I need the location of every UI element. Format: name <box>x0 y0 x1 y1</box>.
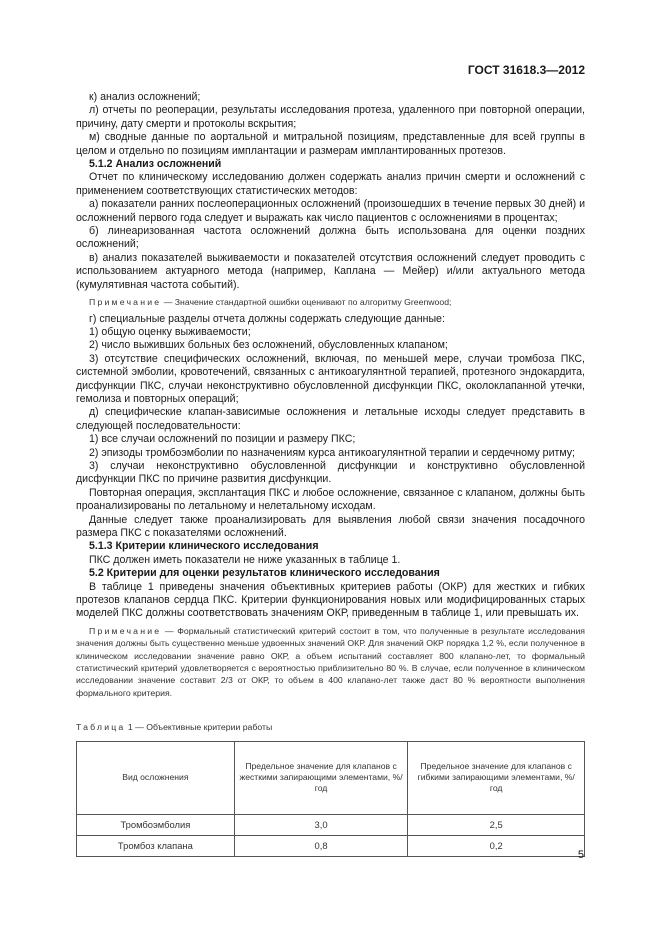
paragraph: ПКС должен иметь показатели не ниже указанных в таблице 1. <box>89 553 401 566</box>
document-header: ГОСТ 31618.3—2012 <box>467 63 585 77</box>
header-complication-type: Вид осложнения <box>77 741 235 814</box>
table-row <box>77 835 585 856</box>
table-cell: 3,0 <box>234 814 408 835</box>
list-item-g: г) специальные разделы отчета должны содержать следующие данные: <box>89 312 445 325</box>
list-item-m: м) сводные данные по аортальной и митральной позициям, представленные для всей группы в целом и отдельно по позициям имплантации и размерам имплантированных протезов. <box>76 131 585 157</box>
header-rigid-limit: Предельное значение для клапанов с жесткими запирающими элементами, %/год <box>234 741 408 814</box>
section-heading-5-1-3: 5.1.3 Критерии клинического исследования <box>89 540 319 553</box>
paragraph: Отчет по клиническому исследованию должен содержать анализ причин смерти и осложнений с применением соответствующих статистических методов: <box>76 171 585 197</box>
section-heading-5-1-2: 5.1.2 Анализ осложнений <box>89 158 222 171</box>
page-number: 5 <box>577 849 584 861</box>
note-label: Примечание <box>89 297 162 308</box>
table-cell: Тромбоэмболия <box>77 814 235 835</box>
sub-item-3: 3) случаи неконструктивно обусловленной дисфункции и конструктивно обусловленной дисфункции ПКС по причине развития дисфункции. <box>76 459 585 486</box>
sub-item-2: 2) эпизоды тромбоэмболии по назначениям курса антикоагулянтной терапии и сердечному ритму; <box>89 446 575 459</box>
sub-item-1: 1) общую оценку выживаемости; <box>89 325 251 338</box>
note-text: — Формальный статистический критерий состоит в том, что полученные в результате исследования значения должны быть существенно меньше удвоенных значений ОКР. Для значений ОКР порядка 1,2 %, если полученное в клиническом исследовании значение равно ОКР, а объем испытаний составляет 800 клапано-лет, то формальный статистический критерий удовлетворяется с вероятностью приблизительно 80 %. В случае, если полученное в клиническом исследовании значение составит 2/3 от ОКР, то объем в 400 клапано-лет также даст 80 % вероятности выполнения формального критерия. <box>76 625 585 698</box>
table-cell: 0,8 <box>234 835 408 856</box>
list-item-v: в) анализ показателей выживаемости и показателей отсутствия осложнений следует проводить с использованием актуарного метода (например, Каплана — Мейер) и/или актуального метода (кумулятивная частота событий). <box>76 251 585 291</box>
list-item-k: к) анализ осложнений; <box>89 91 201 103</box>
sub-item-2: 2) число выживших больных без осложнений, обусловленных клапаном; <box>89 339 448 352</box>
header-flexible-limit: Предельное значение для клапанов с гибкими запирающими элементами, %/год <box>408 741 585 814</box>
table-cell: Тромбоз клапана <box>77 835 235 856</box>
paragraph: В таблице 1 приведены значения объективных критериев работы (ОКР) для жестких и гибких протезов клапанов сердца ПКС. Критерии функционирования новых или модифицированных старых моделей ПКС должны соответствовать значениям ОКР, приведенным в таблице 1, или превышать их. <box>76 580 585 620</box>
table-caption-label: Таблица <box>76 722 126 733</box>
criteria-table <box>76 741 585 857</box>
list-item-d: д) специфические клапан-зависимые осложнения и летальные исходы следует представить в следующей последовательности: <box>76 406 585 432</box>
note-2 <box>76 625 585 699</box>
note-1 <box>76 296 585 308</box>
table-row <box>77 814 585 835</box>
table-cell: 2,5 <box>408 814 585 835</box>
table-header-row <box>77 741 585 814</box>
section-heading-5-2: 5.2 Критерии для оценки результатов клинического исследования <box>89 567 440 580</box>
table-caption <box>76 721 585 734</box>
note-text: — Значение стандартной ошибки оценивают по алгоритму Greenwood; <box>161 297 452 308</box>
list-item-b: б) линеаризованная частота осложнений должна быть использована для оценки поздних осложнений; <box>76 225 585 251</box>
note-label: Примечание <box>89 625 162 636</box>
page-content <box>76 91 585 857</box>
paragraph: Данные следует также проанализировать для выявления любой связи значения посадочного размера ПКС с показателями осложнений. <box>76 513 585 539</box>
sub-item-3: 3) отсутствие специфических осложнений, включая, по меньшей мере, случаи тромбоза ПКС, системной эмболии, кровотечений, связанных с антикоагулянтной терапией, протезного эндокардита, дисфункции ПКС, случаи неконструктивно обусловленной дисфункции ПКС, околоклапанной утечки, гемолиза и повторных операций; <box>76 352 585 405</box>
table-cell: 0,2 <box>408 835 585 856</box>
paragraph: Повторная операция, эксплантация ПКС и любое осложнение, связанное с клапаном, должны быть проанализированы по летальному и нелетальному исходам. <box>76 486 585 513</box>
list-item-l: л) отчеты по реоперации, результаты исследования протеза, удаленного при повторной операции, причину, дату смерти и протоколы вскрытия; <box>76 104 585 130</box>
list-item-a: а) показатели ранних послеоперационных осложнений (произошедших в течение первых 30 дней) и осложнений первого года следует и выражать как число пациентов с осложнениями в процентах; <box>76 198 585 224</box>
sub-item-1: 1) все случаи осложнений по позиции и размеру ПКС; <box>89 433 356 446</box>
table-caption-text: 1 — Объективные критерии работы <box>125 722 273 733</box>
